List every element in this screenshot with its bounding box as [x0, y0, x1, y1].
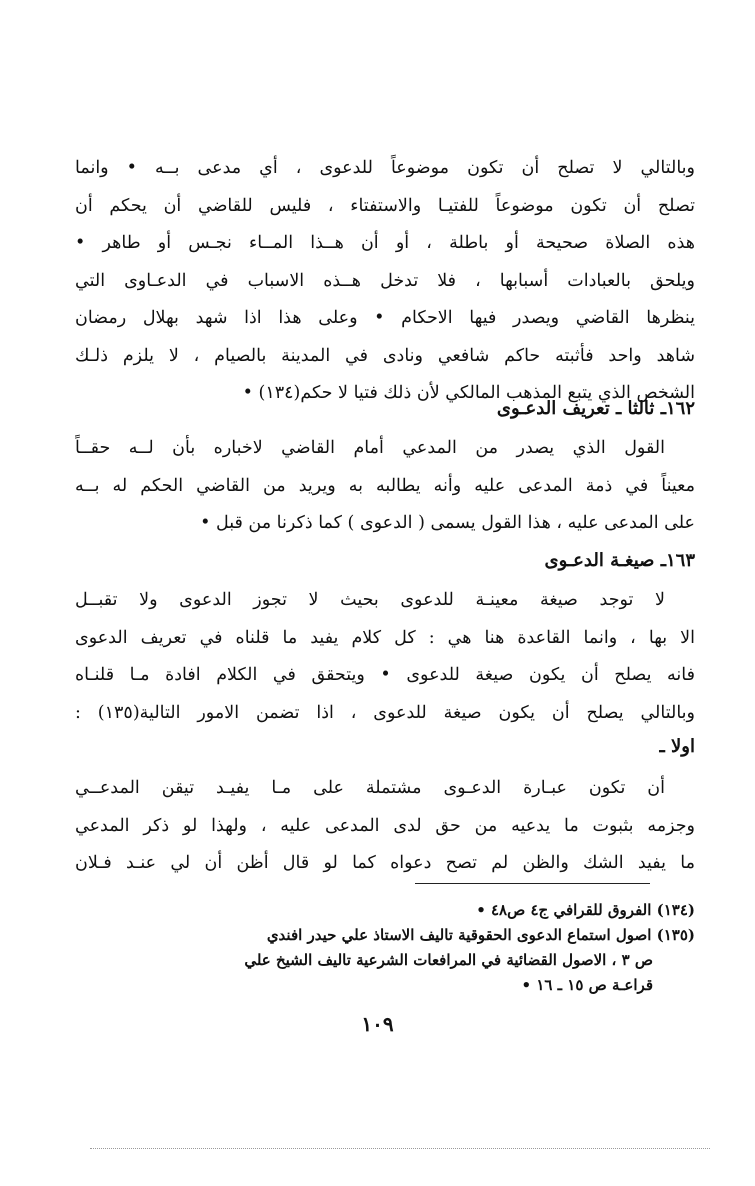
page-number: ١٠٩ — [361, 1012, 394, 1036]
text-line: ويلحق بالعبادات أسبابها ، فلا تدخل هــذه الاسباب في الدعـاوى التي — [75, 270, 695, 291]
text-line: على المدعى عليه ، هذا القول يسمى ( الدعوى ) كما ذكرنا من قبل • — [200, 513, 695, 533]
footnote-135-continued: ص ٣ ، الاصول القضائية في المرافعات الشرعية تاليف الشيخ علي — [244, 951, 653, 969]
footnote-134: (١٣٤) الفروق للقرافي ج٤ ص٤٨ • — [476, 901, 695, 919]
paragraph-first-condition — [75, 770, 695, 883]
text-line: الشخص الذي يتبع المذهب المالكي لأن ذلك فتيا لا حكم(١٣٤) • — [242, 383, 695, 403]
text-line: ما يفيد الشك والظن لم تصح دعواه كما لو قال أظن أن لي عنـد فـلان — [75, 853, 695, 873]
text-line: فانه يصلح أن يكون صيغة للدعوى • ويتحقق في الكلام افادة مـا قلنـاه — [75, 665, 695, 685]
text-line: تصلح أن تكون موضوعاً للفتيـا والاستفتاء ، فليس للقاضي أن يحكم أن — [75, 195, 695, 216]
text-line: هذه الصلاة صحيحة أو باطلة ، أو أن هــذا المــاء نجـس أو طاهر • — [75, 233, 695, 253]
text-line: أن تكون عبـارة الدعـوى مشتملة على مـا يفيـد تيقن المدعــي — [75, 778, 665, 798]
text-line: ينظرها القاضي ويصدر فيها الاحكام • وعلى هذا اذا شهد بهلال رمضان — [75, 308, 695, 328]
paragraph-formula — [75, 582, 695, 732]
text-line: معيناً في ذمة المدعى عليه وأنه يطالبه به ويريد من القاضي الحكم له بــه — [75, 475, 695, 496]
text-line: وبالتالي لا تصلح أن تكون موضوعاً للدعوى ، أي مدعى بــه • وانما — [75, 158, 695, 178]
text-line: الا بها ، وانما القاعدة هنا هي : كل كلام يفيد ما قلناه في تعريف الدعوى — [75, 627, 695, 648]
footnote-separator — [415, 883, 650, 884]
scan-edge-artifact — [90, 1148, 710, 1149]
footnote-135-continued: قراعـة ص ١٥ ـ ١٦ • — [521, 976, 653, 994]
paragraph-definition — [75, 430, 695, 543]
text-line: القول الذي يصدر من المدعي أمام القاضي لاخباره بأن لــه حقــاً — [75, 438, 665, 458]
section-heading-163: ١٦٣ـ صيغـة الدعـوى — [544, 550, 695, 571]
text-line: وجزمه بثبوت ما يدعيه من حق لدى المدعى عليه ، ولهذا لو ذكر المدعي — [75, 815, 695, 836]
text-line: وبالتالي يصلح أن يكون صيغة للدعوى ، اذا تضمن الامور التالية(١٣٥) : — [75, 702, 695, 723]
subheading-first: اولا ـ — [659, 736, 695, 757]
paragraph-religious-matters — [75, 150, 695, 413]
text-line: لا توجد صيغة معينـة للدعوى بحيث لا تجوز الدعوى ولا تقبــل — [75, 590, 665, 610]
footnotes — [75, 898, 695, 998]
footnote-135: (١٣٥) اصول استماع الدعوى الحقوقية تاليف الاستاذ علي حيدر افندي — [266, 926, 695, 944]
section-heading-162: ١٦٢ـ ثالثا ـ تعريف الدعـوى — [496, 398, 695, 419]
text-line: شاهد واحد فأثبته حاكم شافعي ونادى في المدينة بالصيام ، لا يلزم ذلـك — [75, 345, 695, 366]
